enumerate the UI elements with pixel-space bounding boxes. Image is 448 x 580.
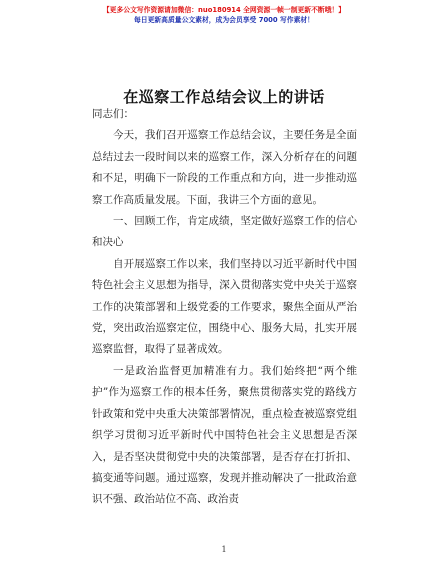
document-title: 在巡察工作总结会议上的讲话 — [123, 88, 325, 106]
paragraph-intro: 今天，我们召开巡察工作总结会议，主要任务是全面总结过去一段时间以来的巡察工作，深入分析存在的问题和不足，明确下一阶段的工作重点和方向，进一步推动巡察工作高质量发展。下面，我讲三个方面的意见。 — [92, 129, 357, 206]
page-number: 1 — [221, 545, 227, 554]
promo-header — [0, 5, 448, 25]
promo-line-blue: 每日更新高质量公文素材，成为会员享受 7000 写作素材！ — [134, 16, 314, 24]
document-body — [92, 104, 357, 511]
salutation: 同志们： — [92, 108, 134, 120]
paragraph-review: 自开展巡察工作以来，我们坚持以习近平新时代中国特色社会主义思想为指导，深入贯彻落实党中央关于巡察工作的决策部署和上级党委的工作要求，聚焦全面从严治党，突出政治巡察定位，围绕中心、服务大局，扎实开展巡察监督，取得了显著成效。 — [92, 257, 357, 356]
section-heading: 一、回顾工作，肯定成绩，坚定做好巡察工作的信心和决心 — [92, 215, 357, 249]
paragraph-political-supervision: 一是政治监督更加精准有力。我们始终把“两个维护”作为巡察工作的根本任务，聚焦贯彻落实党的路线方针政策和党中央重大决策部署情况，重点检查被巡察党组织学习贯彻习近平新时代中国特色社会主义思想是否深入，是否坚决贯彻党中央的决策部署，是否存在打折扣、搞变通等问题。通过巡察，发现并推动解决了一批政治意识不强、政治站位不高、政治责 — [92, 364, 357, 506]
promo-line-red: 【更多公文写作资源请加微信：nuo180914 全网资源一帧一制更新不断哦！】 — [102, 6, 346, 14]
